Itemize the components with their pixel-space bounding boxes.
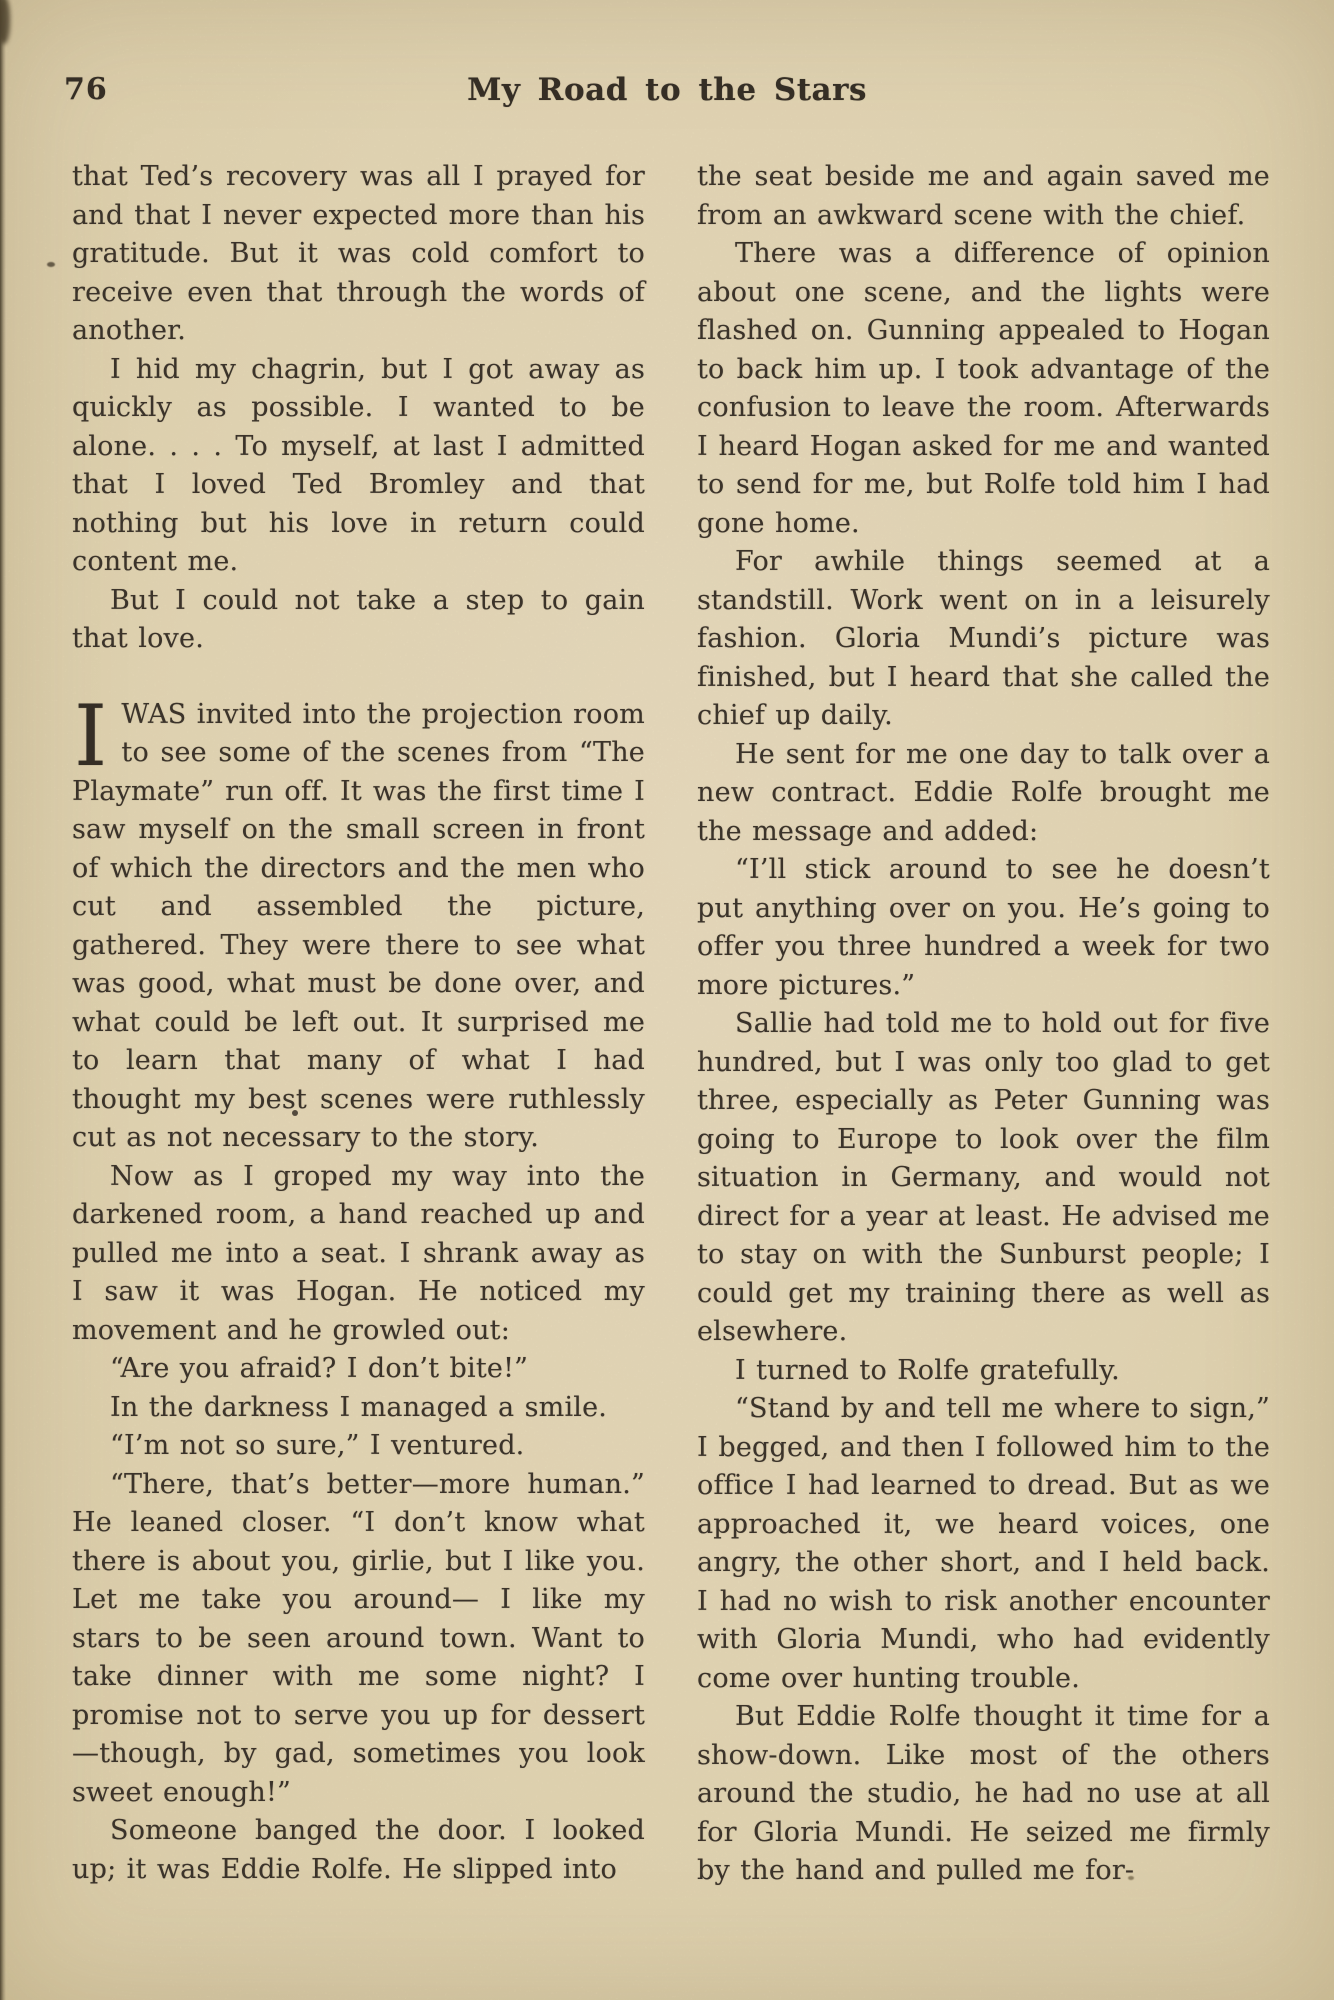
running-head [0,72,1334,112]
left-column [72,158,645,1891]
ink-speck [47,262,55,267]
drop-cap: I [74,686,108,785]
paragraph: “Are you afraid? I don’t bite!” [110,1353,529,1384]
paragraph: “There, that’s better—more human.” He leaned closer. “I don’t know what there is about you, girlie, but I like you. Let me take you around— I like my stars to be seen around town. Want to take dinner with me some night? I promise not to serve you up for dessert—though, by gad, sometimes you look sweet enough!” [72,1468,645,1808]
right-column [697,158,1270,1891]
paragraph: But I could not take a step to gain that love. [72,584,645,654]
paragraph: I hid my chagrin, but I got away as quickly as possible. I wanted to be alone. . . . To myself, at last I admitted that I loved Ted Bromley and that nothing but his love in return could content me. [72,353,645,577]
running-title: My Road to the Stars [467,72,867,108]
paragraph: There was a difference of opinion about one scene, and the lights were flashed on. Gunning appealed to Hogan to back him up. I took advantage of the confusion to leave the room. Afterwards I heard Hogan asked for me and wanted to send for me, but Rolfe told him I had gone home. [697,238,1270,539]
paragraph-text: WAS invited into the projection room to see some of the scenes from “The Playmate” run off. It was the first time I saw myself on the small screen in front of which the directors and the men who cut and assembled the picture, gathered. They were there to see what was good, what must be done over, and what could be left out. It surprised me to learn that many of what I had thought my best scenes were ruthlessly cut as not necessary to the story. [72,698,645,1153]
paragraph: the seat beside me and again saved me from an awkward scene with the chief. [697,161,1270,231]
paragraph: “I’ll stick around to see he doesn’t put anything over on you. He’s going to offer you three hundred a week for two more pictures.” [697,854,1270,1001]
page-body [72,158,1270,1891]
paragraph: Now as I groped my way into the darkened room, a hand reached up and pulled me into a seat. I shrank away as I saw it was Hogan. He noticed my movement and he growled out: [72,1160,645,1346]
paragraph: “Stand by and tell me where to sign,” I begged, and then I followed him to the office I had learned to dread. But as we approached it, we heard voices, one angry, the other short, and I held back. I had no wish to risk another encounter with Gloria Mundi, who had evidently come over hunting trouble. [697,1393,1270,1694]
paragraph: He sent for me one day to talk over a new contract. Eddie Rolfe brought me the message and added: [697,738,1270,847]
paragraph: I turned to Rolfe gratefully. [735,1354,1120,1386]
paragraph: Sallie had told me to hold out for five hundred, but I was only too glad to get three, especially as Peter Gunning was going to Europe to look over the film situation in Germany, and would not direct for a year at least. He advised me to stay on with the Sunburst people; I could get my training there as well as elsewhere. [697,1008,1270,1347]
paragraph: that Ted’s recovery was all I prayed for and that I never expected more than his gratitude. But it was cold comfort to receive even that through the words of another. [72,161,645,346]
scan-edge-shadow [0,0,6,2000]
page-number: 76 [64,72,108,107]
section-start-paragraph [72,686,645,1158]
ink-smudge [0,0,10,44]
paragraph: But Eddie Rolfe thought it time for a show-down. Like most of the others around the studio, he had no use at all for Gloria Mundi. He seized me firmly by the hand and pulled me for- [697,1701,1270,1886]
paragraph: In the darkness I managed a smile. [110,1391,608,1423]
paragraph: “I’m not so sure,” I ventured. [110,1430,525,1461]
paragraph: Someone banged the door. I looked up; it was Eddie Rolfe. He slipped into [72,1815,645,1885]
paragraph: For awhile things seemed at a standstill. Work went on in a leisurely fashion. Gloria Mundi’s picture was finished, but I heard that she called the chief up daily. [697,546,1270,731]
